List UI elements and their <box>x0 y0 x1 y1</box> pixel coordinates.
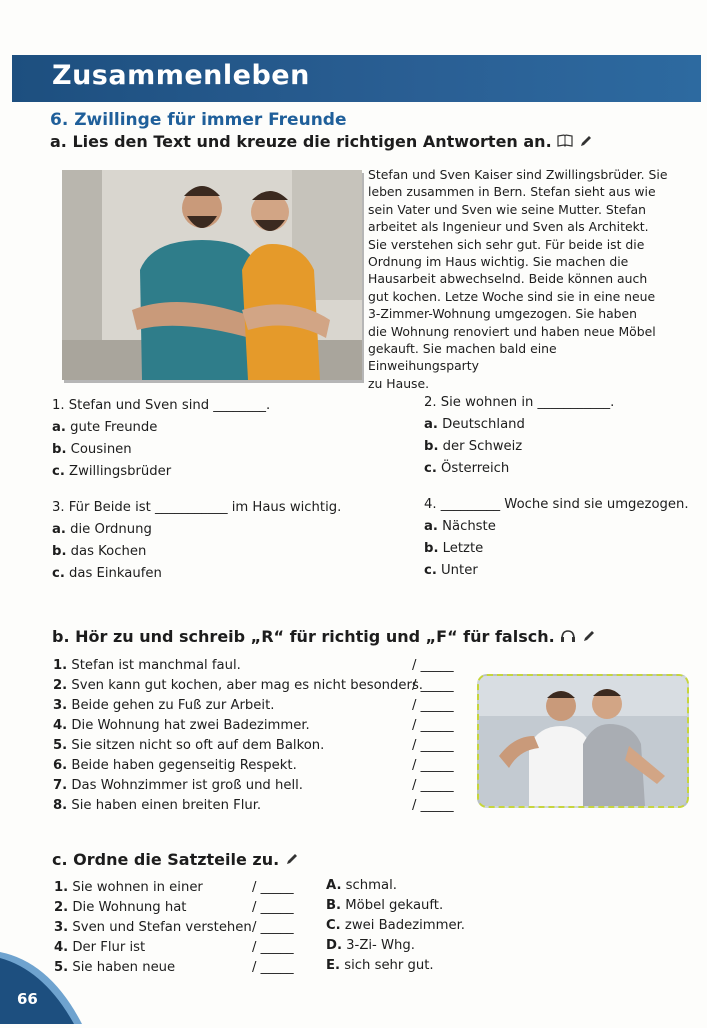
matching-option: D. 3-Zi- Whg. <box>326 938 415 953</box>
matching-option: E. sich sehr gut. <box>326 958 434 973</box>
answer-blank[interactable]: / _____ <box>252 920 294 935</box>
option-letter: c. <box>52 464 65 479</box>
statements-list <box>53 656 423 816</box>
answer-blank[interactable]: / _____ <box>252 900 294 915</box>
option-text[interactable]: Deutschland <box>442 417 525 432</box>
pencil-icon <box>285 851 299 870</box>
option-letter: a. <box>52 420 66 435</box>
question-stem: 2. Sie wohnen in ___________. <box>424 395 615 410</box>
answer-blank[interactable]: / _____ <box>412 678 454 693</box>
matching-row: 3. Sven und Stefan verstehen <box>54 920 252 935</box>
answer-blank[interactable]: / _____ <box>412 758 454 773</box>
answer-blank[interactable]: / _____ <box>412 798 454 813</box>
option-letter: b. <box>52 442 67 457</box>
option-text[interactable]: das Einkaufen <box>69 566 162 581</box>
exercise-title: 6. Zwillinge für immer Freunde <box>50 110 347 130</box>
statement-row: 3. Beide gehen zu Fuß zur Arbeit. <box>53 698 275 713</box>
option-letter: a. <box>424 417 438 432</box>
question-stem: 3. Für Beide ist ___________ im Haus wichtig. <box>52 500 342 515</box>
option-row <box>52 417 270 439</box>
statement-row: 7. Das Wohnzimmer ist groß und hell. <box>53 778 303 793</box>
option-row <box>52 541 341 563</box>
part-b-instruction: b. Hör zu und schreib „R“ für richtig und „F“ für falsch. <box>52 627 555 646</box>
part-a-instruction: a. Lies den Text und kreuze die richtigen Antworten an. <box>50 132 552 151</box>
question-1 <box>52 395 270 483</box>
answer-blank[interactable]: / _____ <box>412 738 454 753</box>
answer-blanks-b <box>412 656 454 816</box>
option-row <box>424 516 689 538</box>
matching-row: 2. Die Wohnung hat <box>54 900 187 915</box>
twins-photo <box>62 170 362 380</box>
question-4 <box>424 494 689 582</box>
option-row <box>424 458 614 480</box>
book-icon <box>557 133 573 152</box>
option-text[interactable]: Nächste <box>442 519 496 534</box>
option-letter: a. <box>424 519 438 534</box>
option-text[interactable]: gute Freunde <box>70 420 158 435</box>
option-letter: c. <box>424 461 437 476</box>
option-letter: c. <box>424 563 437 578</box>
option-row <box>424 414 614 436</box>
answer-blank[interactable]: / _____ <box>412 698 454 713</box>
matching-row: 5. Sie haben neue <box>54 960 176 975</box>
option-text[interactable]: die Ordnung <box>70 522 152 537</box>
option-row <box>52 519 341 541</box>
pencil-icon <box>582 628 596 647</box>
part-c-heading <box>52 850 299 870</box>
answer-blank[interactable]: / _____ <box>412 658 454 673</box>
matching-option: B. Möbel gekauft. <box>326 898 444 913</box>
question-3 <box>52 497 341 585</box>
part-b-heading <box>52 627 596 647</box>
answer-blank[interactable]: / _____ <box>252 880 294 895</box>
matching-right <box>326 876 465 976</box>
page-corner <box>0 952 82 1024</box>
option-text[interactable]: Österreich <box>441 461 510 476</box>
option-row <box>52 461 270 483</box>
matching-option: A. schmal. <box>326 878 397 893</box>
option-letter: b. <box>424 439 439 454</box>
statement-row: 5. Sie sitzen nicht so oft auf dem Balkon. <box>53 738 325 753</box>
question-stem: 1. Stefan und Sven sind ________. <box>52 398 271 413</box>
part-c-instruction: c. Ordne die Satzteile zu. <box>52 850 280 869</box>
matching-row: 1. Sie wohnen in einer <box>54 880 203 895</box>
question-stem: 4. _________ Woche sind sie umgezogen. <box>424 497 689 512</box>
option-letter: b. <box>424 541 439 556</box>
matching-left <box>54 878 252 978</box>
twins-photo-2 <box>477 674 689 808</box>
option-text[interactable]: Letzte <box>442 541 484 556</box>
option-text[interactable]: der Schweiz <box>442 439 523 454</box>
chapter-title: Zusammenleben <box>52 60 310 91</box>
story-text: Stefan und Sven Kaiser sind Zwillingsbrüder. Sie leben zusammen in Bern. Stefan sieht aus wie sein Vater und Sven wie seine Mutter. Stefan arbeitet als Ingenieur und Sven als Architekt. Sie verstehen sich sehr gut. Für beide ist die Ordnung im Haus wichtig. Sie machen die Hausarbeit abwechselnd. Beide können auch gut kochen. Letze Woche sind sie in eine neue 3-Zimmer-Wohnung umgezogen. Sie haben die Wohnung renoviert und haben neue Möbel gekauft. Sie machen bald eine Einweihungsparty zu Hause. <box>368 167 668 391</box>
page-number: 66 <box>17 990 38 1008</box>
headphones-icon <box>560 628 576 647</box>
option-row <box>424 538 689 560</box>
statement-row: 8. Sie haben einen breiten Flur. <box>53 798 262 813</box>
option-letter: b. <box>52 544 67 559</box>
answer-blank[interactable]: / _____ <box>252 960 294 975</box>
answer-blank[interactable]: / _____ <box>252 940 294 955</box>
statement-row: 4. Die Wohnung hat zwei Badezimmer. <box>53 718 310 733</box>
matching-row: 4. Der Flur ist <box>54 940 146 955</box>
option-row <box>52 563 341 585</box>
statement-row: 1. Stefan ist manchmal faul. <box>53 658 241 673</box>
option-text[interactable]: Cousinen <box>70 442 132 457</box>
pencil-icon <box>579 133 593 152</box>
option-text[interactable]: Zwillingsbrüder <box>69 464 172 479</box>
statement-row: 6. Beide haben gegenseitig Respekt. <box>53 758 297 773</box>
part-a-heading <box>50 132 593 152</box>
answer-blank[interactable]: / _____ <box>412 718 454 733</box>
option-letter: c. <box>52 566 65 581</box>
option-text[interactable]: das Kochen <box>70 544 147 559</box>
answer-blank[interactable]: / _____ <box>412 778 454 793</box>
option-text[interactable]: Unter <box>441 563 478 578</box>
statement-row: 2. Sven kann gut kochen, aber mag es nicht besonders. <box>53 678 424 693</box>
option-row <box>424 436 614 458</box>
option-row <box>52 439 270 461</box>
question-2 <box>424 392 614 480</box>
option-row <box>424 560 689 582</box>
answer-blanks-c <box>252 878 294 978</box>
matching-option: C. zwei Badezimmer. <box>326 918 465 933</box>
option-letter: a. <box>52 522 66 537</box>
